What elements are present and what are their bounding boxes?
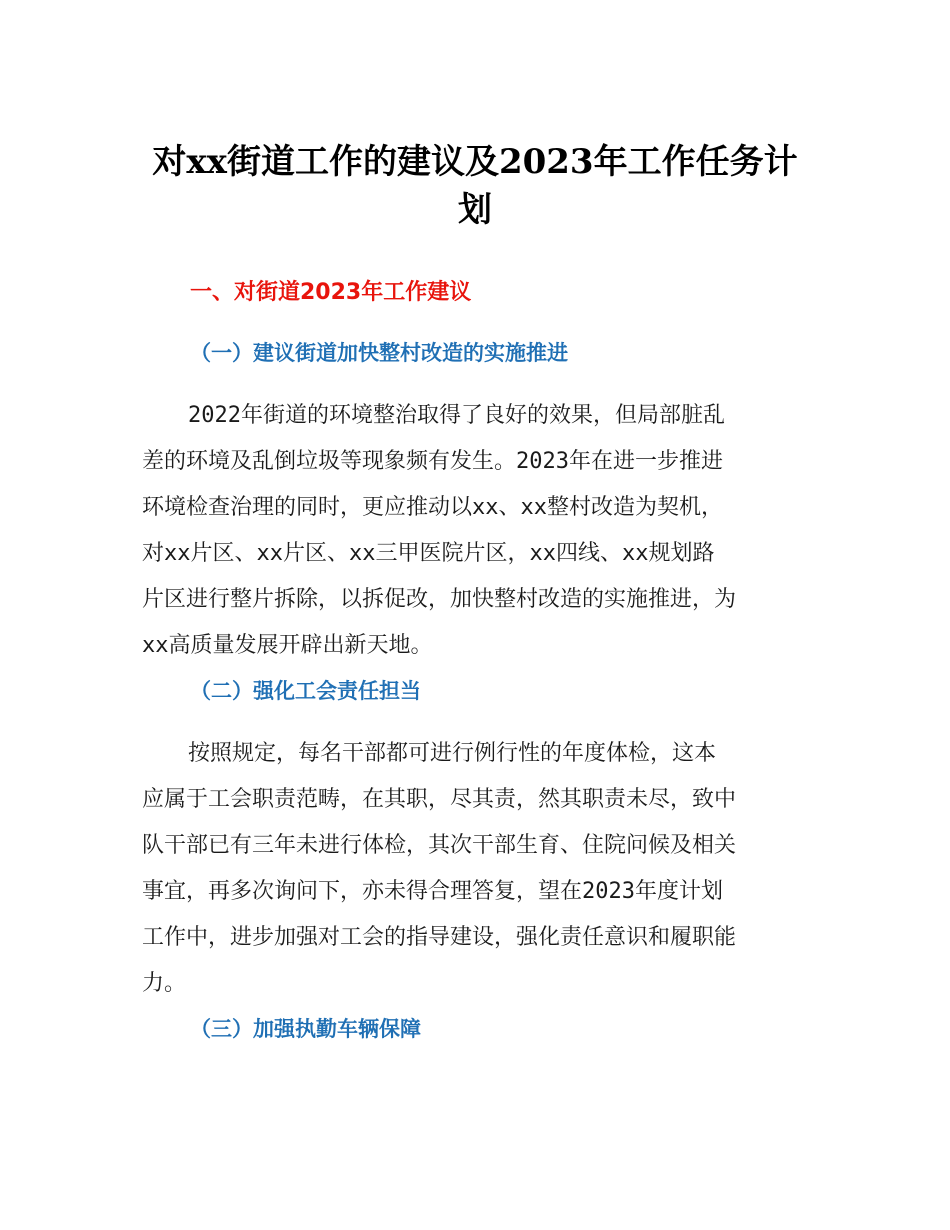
title-line-2: 划 bbox=[458, 190, 492, 230]
subsection-heading-3: （三）加强执勤车辆保障 bbox=[190, 1017, 421, 1041]
paragraph-line: 对xx片区、xx片区、xx三甲医院片区，xx四线、xx规划路 bbox=[142, 541, 715, 566]
subsection-heading-1: （一）建议街道加快整村改造的实施推进 bbox=[190, 341, 568, 365]
paragraph-line: xx高质量发展开辟出新天地。 bbox=[142, 633, 433, 658]
subsection-heading-2: （二）强化工会责任担当 bbox=[190, 679, 421, 703]
paragraph-2 bbox=[142, 731, 812, 1007]
paragraph-line: 2022年街道的环境整治取得了良好的效果，但局部脏乱 bbox=[188, 403, 725, 428]
paragraph-line: 环境检查治理的同时，更应推动以xx、xx整村改造为契机， bbox=[142, 495, 723, 520]
paragraph-1 bbox=[142, 393, 812, 669]
paragraph-line: 事宜，再多次询问下，亦未得合理答复，望在2023年度计划 bbox=[142, 879, 723, 904]
section-heading-1: 一、对街道2023年工作建议 bbox=[190, 280, 472, 305]
paragraph-line: 差的环境及乱倒垃圾等现象频有发生。2023年在进一步推进 bbox=[142, 449, 723, 474]
paragraph-line: 按照规定，每名干部都可进行例行性的年度体检，这本 bbox=[188, 741, 717, 766]
document-title bbox=[140, 138, 810, 234]
paragraph-line: 工作中，进步加强对工会的指导建设，强化责任意识和履职能 bbox=[142, 925, 737, 950]
paragraph-line: 应属于工会职责范畴，在其职，尽其责，然其职责未尽，致中 bbox=[142, 787, 737, 812]
paragraph-line: 队干部已有三年未进行体检，其次干部生育、住院问候及相关 bbox=[142, 833, 737, 858]
title-line-1: 对xx街道工作的建议及2023年工作任务计 bbox=[152, 142, 798, 182]
paragraph-line: 片区进行整片拆除，以拆促改，加快整村改造的实施推进，为 bbox=[142, 587, 737, 612]
paragraph-line: 力。 bbox=[142, 971, 187, 996]
